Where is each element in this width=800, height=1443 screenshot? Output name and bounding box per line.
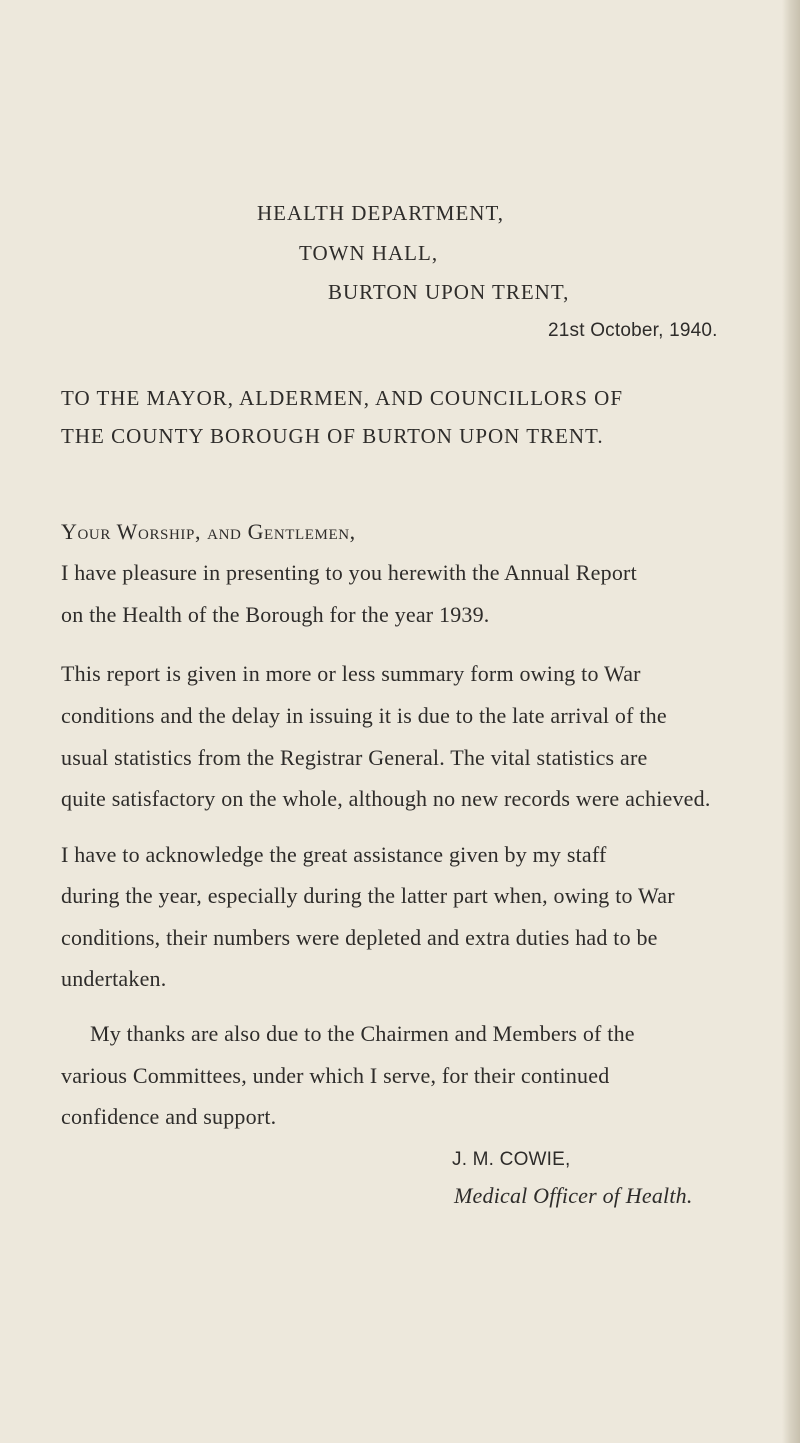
paragraph-line: usual statistics from the Registrar General. The vital statistics are — [61, 745, 648, 770]
addressee-line-2: THE COUNTY BOROUGH OF BURTON UPON TRENT. — [61, 424, 604, 448]
paragraph-line: conditions and the delay in issuing it is due to the late arrival of the — [61, 703, 667, 728]
salutation: Your Worship, and Gentlemen, — [61, 519, 356, 544]
address-line-2: TOWN HALL, — [299, 241, 439, 265]
address-line-1: HEALTH DEPARTMENT, — [257, 201, 504, 225]
paragraph-line: I have to acknowledge the great assistance given by my staff — [61, 842, 607, 867]
paragraph-line: conditions, their numbers were depleted and extra duties had to be — [61, 925, 658, 950]
paragraph-line: undertaken. — [61, 966, 167, 991]
address-line-3: BURTON UPON TRENT, — [328, 280, 570, 304]
paragraph-line: various Committees, under which I serve, for their continued — [61, 1063, 610, 1088]
paragraph-line: on the Health of the Borough for the year 1939. — [61, 602, 490, 627]
signature-name: J. M. COWIE, — [452, 1149, 571, 1170]
paragraph-line: This report is given in more or less summary form owing to War — [61, 661, 641, 686]
paragraph-line: quite satisfactory on the whole, although no new records were achieved. — [61, 786, 711, 811]
paragraph-line: during the year, especially during the latter part when, owing to War — [61, 883, 675, 908]
addressee-line-1: TO THE MAYOR, ALDERMEN, AND COUNCILLORS OF — [61, 386, 623, 410]
letter-date: 21st October, 1940. — [548, 320, 718, 341]
page-edge — [782, 0, 800, 1443]
paragraph-line: My thanks are also due to the Chairmen and Members of the — [90, 1021, 635, 1046]
paragraph-line: confidence and support. — [61, 1104, 277, 1129]
paragraph-line: I have pleasure in presenting to you herewith the Annual Report — [61, 560, 637, 585]
signature-title: Medical Officer of Health. — [454, 1183, 693, 1208]
